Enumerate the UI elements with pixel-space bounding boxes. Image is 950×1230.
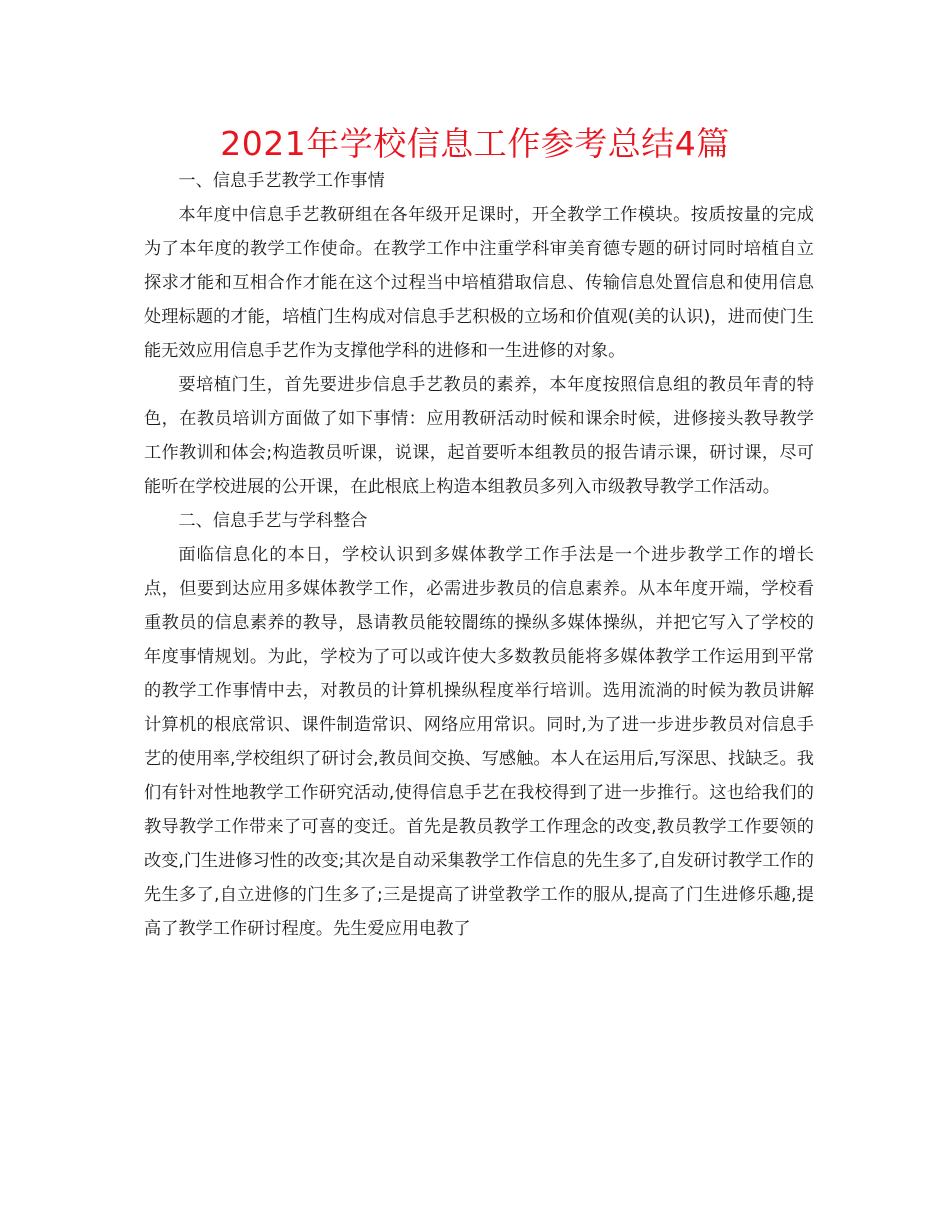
section-heading-2: 二、信息手艺与学科整合 — [178, 511, 368, 531]
paragraph: 本年度中信息手艺教研组在各年级开足课时，开全教学工作模块。按质按量的完成为了本年度的教学工作使命。在教学工作中注重学科审美育德专题的研讨同时培植自立探求才能和互相合作才能在这个过程当中培植猎取信息、传输信息处置信息和使用信息处理标题的才能，培植门生构成对信息手艺积极的立场和价值观(美的认识)，进而使门生能无效应用信息手艺作为支撑他学科的进修和一生进修的对象。 — [144, 205, 814, 361]
paragraph: 要培植门生，首先要进步信息手艺教员的素养，本年度按照信息组的教员年青的特色，在教员培训方面做了如下事情：应用教研活动时候和课余时候，进修接头教导教学工作教训和体会;构造教员听课，说课，起首要听本组教员的报告请示课，研讨课，尽可能听在学校进展的公开课，在此根底上构造本组教员多列入市级教导教学工作活动。 — [144, 375, 814, 497]
document-title: 2021年学校信息工作参考总结4篇 — [220, 124, 730, 163]
paragraph: 面临信息化的本日，学校认识到多媒体教学工作手法是一个进步教学工作的增长点，但要到达应用多媒体教学工作，必需进步教员的信息素养。从本年度开端，学校看重教员的信息素养的教导，恳请教员能较闇练的操纵多媒体操纵，并把它写入了学校的年度事情规划。为此，学校为了可以或许使大多数教员能将多媒体教学工作运用到平常的教学工作事情中去，对教员的计算机操纵程度举行培训。选用流淌的时候为教员讲解计算机的根底常识、课件制造常识、网络应用常识。同时,为了进一步进步教员对信息手艺的使用率,学校组织了研讨会,教员间交换、写感触。本人在运用后,写深思、找缺乏。我们有针对性地教学工作研究活动,使得信息手艺在我校得到了进一步推行。这也给我们的教导教学工作带来了可喜的变迁。首先是教员教学工作理念的改变,教员教学工作要领的改变,门生进修习性的改变;其次是自动采集教学工作信息的先生多了,自发研讨教学工作的先生多了,自立进修的门生多了;三是提高了讲堂教学工作的服从,提高了门生进修乐趣,提高了教学工作研讨程度。先生爱应用电教了 — [144, 545, 814, 939]
section-heading-1: 一、信息手艺教学工作事情 — [178, 171, 385, 191]
document-body — [144, 164, 814, 946]
